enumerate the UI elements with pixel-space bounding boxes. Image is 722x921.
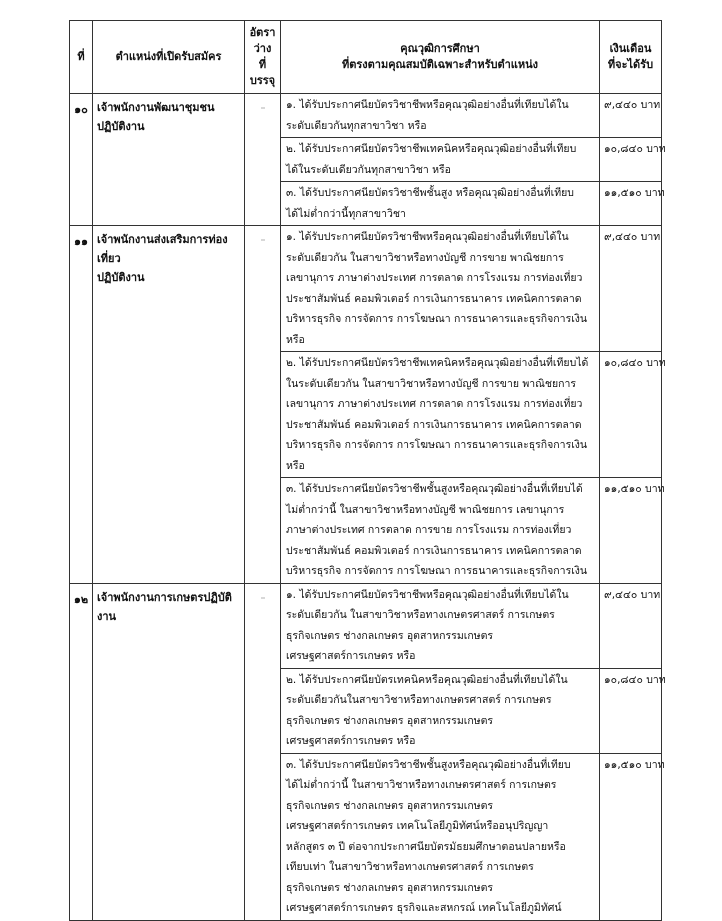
header-vacancy: อัตราว่าง ที่บรรจุ [245, 21, 281, 94]
qualification-cell: ๒. ได้รับประกาศนียบัตรเทคนิคหรือคุณวุฒิอย่างอื่นที่เทียบได้ใน ระดับเดียวกันในสาขาวิชาหรือทางเกษตรศาสตร์ การเกษตร ธุรกิจเกษตร ช่างกลเกษตร อุตสาหกรรมเกษตร เศรษฐศาสตร์การเกษตร หรือ [281, 668, 600, 753]
qualification-cell: ๓. ได้รับประกาศนียบัตรวิชาชีพชั้นสูงหรือคุณวุฒิอย่างอื่นที่เทียบได้ ไม่ต่ำกว่านี้ ในสาขาวิชาหรือทางบัญชี พาณิชยการ เลขานุการ ภาษาต่างประเทศ การตลาด การขาย การโรงแรม การท่องเที่ยว ประชาสัมพันธ์ คอมพิวเตอร์ การเงินการธนาคาร เทคนิคการตลาด บริหารธุรกิจ การจัดการ การโฆษณา การธนาคารและธุรกิจการเงิน [281, 478, 600, 584]
salary-cell: ๙,๔๔๐ บาท [600, 583, 662, 668]
salary-cell: ๑๑,๕๑๐ บาท [600, 753, 662, 920]
vacancy-cell [245, 583, 281, 920]
position-title: เจ้าพนักงานการเกษตรปฏิบัติงาน [93, 583, 245, 920]
salary-cell: ๑๑,๕๑๐ บาท [600, 478, 662, 584]
qualification-cell: ๑. ได้รับประกาศนียบัตรวิชาชีพหรือคุณวุฒิอย่างอื่นที่เทียบได้ใน ระดับเดียวกัน ในสาขาวิชาหรือทางเกษตรศาสตร์ การเกษตร ธุรกิจเกษตร ช่างกลเกษตร อุตสาหกรรมเกษตร เศรษฐศาสตร์การเกษตร หรือ [281, 583, 600, 668]
header-salary: เงินเดือน ที่จะได้รับ [600, 21, 662, 94]
table-row [70, 94, 662, 138]
salary-cell: ๑๑,๕๑๐ บาท [600, 182, 662, 226]
table-header-row [70, 21, 662, 94]
header-position: ตำแหน่งที่เปิดรับสมัคร [93, 21, 245, 94]
qualification-cell: ๒. ได้รับประกาศนียบัตรวิชาชีพเทคนิคหรือคุณวุฒิอย่างอื่นที่เทียบ ได้ในระดับเดียวกันทุกสาขาวิชา หรือ [281, 138, 600, 182]
salary-cell: ๙,๔๔๐ บาท [600, 226, 662, 352]
table-row [70, 583, 662, 668]
position-number: ๑๐ [70, 94, 93, 226]
table-body [70, 94, 666, 921]
header-qualification: คุณวุฒิการศึกษา ที่ตรงตามคุณสมบัติเฉพาะสำหรับตำแหน่ง [281, 21, 600, 94]
table-row [70, 226, 662, 352]
qualification-cell: ๑. ได้รับประกาศนียบัตรวิชาชีพหรือคุณวุฒิอย่างอื่นที่เทียบได้ใน ระดับเดียวกันทุกสาขาวิชา หรือ [281, 94, 600, 138]
vacancy-cell [245, 226, 281, 584]
header-no: ที่ [70, 21, 93, 94]
qualification-cell: ๓. ได้รับประกาศนียบัตรวิชาชีพชั้นสูง หรือคุณวุฒิอย่างอื่นที่เทียบ ได้ไม่ต่ำกว่านี้ทุกสาขาวิชา [281, 182, 600, 226]
faint-vacancy-mark [261, 107, 265, 109]
position-number: ๑๒ [70, 583, 93, 920]
salary-cell: ๑๐,๘๔๐ บาท [600, 352, 662, 478]
faint-vacancy-mark [261, 239, 265, 241]
job-positions-table [69, 20, 666, 921]
vacancy-cell [245, 94, 281, 226]
qualification-cell: ๓. ได้รับประกาศนียบัตรวิชาชีพชั้นสูงหรือคุณวุฒิอย่างอื่นที่เทียบ ได้ไม่ต่ำกว่านี้ ในสาขาวิชาหรือทางเกษตรศาสตร์ การเกษตร ธุรกิจเกษตร ช่างกลเกษตร อุตสาหกรรมเกษตร เศรษฐศาสตร์การเกษตร เทคโนโลยีภูมิทัศน์หรืออนุปริญญา หลักสูตร ๓ ปี ต่อจากประกาศนียบัตรมัธยมศึกษาตอนปลายหรือ เทียบเท่า ในสาขาวิชาหรือทางเกษตรศาสตร์ การเกษตร ธุรกิจเกษตร ช่างกลเกษตร อุตสาหกรรมเกษตร เศรษฐศาสตร์การเกษตร ธุรกิจและสหกรณ์ เทคโนโลยีภูมิทัศน์ [281, 753, 600, 920]
qualification-cell: ๑. ได้รับประกาศนียบัตรวิชาชีพหรือคุณวุฒิอย่างอื่นที่เทียบได้ใน ระดับเดียวกัน ในสาขาวิชาหรือทางบัญชี การขาย พาณิชยการ เลขานุการ ภาษาต่างประเทศ การตลาด การโรงแรม การท่องเที่ยว ประชาสัมพันธ์ คอมพิวเตอร์ การเงินการธนาคาร เทคนิคการตลาด บริหารธุรกิจ การจัดการ การโฆษณา การธนาคารและธุรกิจการเงิน หรือ [281, 226, 600, 352]
salary-cell: ๑๐,๘๔๐ บาท [600, 668, 662, 753]
position-title: เจ้าพนักงานพัฒนาชุมชน ปฏิบัติงาน [93, 94, 245, 226]
faint-vacancy-mark [261, 597, 265, 599]
position-title: เจ้าพนักงานส่งเสริมการท่องเที่ยว ปฏิบัติงาน [93, 226, 245, 584]
qualification-cell: ๒. ได้รับประกาศนียบัตรวิชาชีพเทคนิคหรือคุณวุฒิอย่างอื่นที่เทียบได้ ในระดับเดียวกัน ในสาขาวิชาหรือทางบัญชี การขาย พาณิชยการ เลขานุการ ภาษาต่างประเทศ การตลาด การโรงแรม การท่องเที่ยว ประชาสัมพันธ์ คอมพิวเตอร์ การเงินการธนาคาร เทคนิคการตลาด บริหารธุรกิจ การจัดการ การโฆษณา การธนาคารและธุรกิจการเงิน หรือ [281, 352, 600, 478]
salary-cell: ๑๐,๘๔๐ บาท [600, 138, 662, 182]
position-number: ๑๑ [70, 226, 93, 584]
salary-cell: ๙,๔๔๐ บาท [600, 94, 662, 138]
